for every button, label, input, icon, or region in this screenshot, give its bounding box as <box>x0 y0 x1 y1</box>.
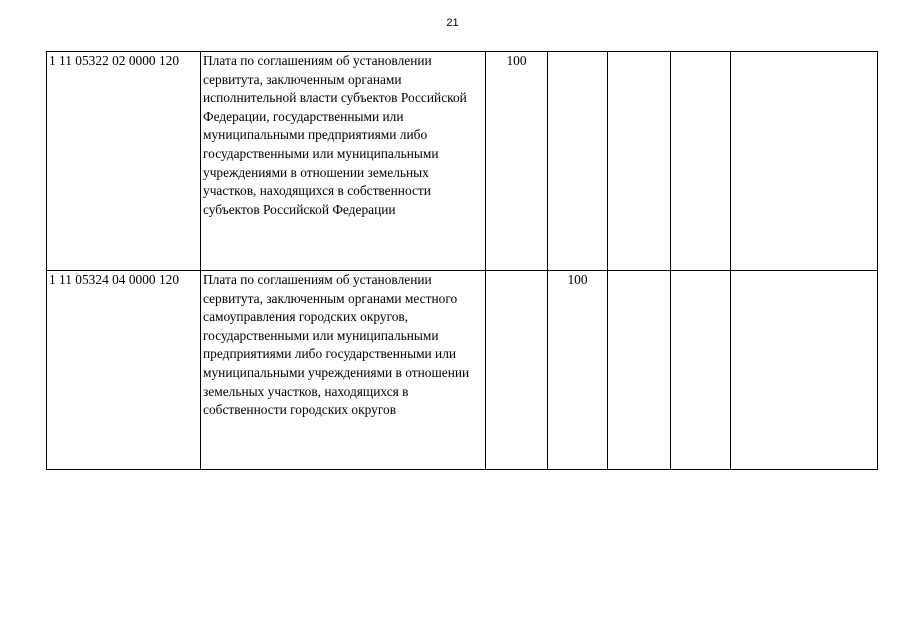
budget-code-cell: 1 11 05322 02 0000 120 <box>47 52 201 271</box>
budget-code-cell: 1 11 05324 04 0000 120 <box>47 271 201 470</box>
value-cell-col5 <box>608 271 671 470</box>
value-cell-col6 <box>671 52 731 271</box>
value-cell-col3 <box>486 271 548 470</box>
table-row <box>47 52 878 271</box>
value-cell-col4 <box>548 52 608 271</box>
table-row <box>47 271 878 470</box>
description-cell: Плата по соглашениям об установлении сервитута, заключенным органами исполнительной власти субъектов Российской Федерации, государственными или муниципальными предприятиями либо государственными или муниципальными учреждениями в отношении земельных участков, находящихся в собственности субъектов Российской Федерации <box>201 52 486 271</box>
value-cell-col6 <box>671 271 731 470</box>
value-cell-col4: 100 <box>548 271 608 470</box>
value-cell-col7 <box>731 271 878 470</box>
value-cell-col5 <box>608 52 671 271</box>
revenue-table <box>46 51 878 470</box>
value-cell-col3: 100 <box>486 52 548 271</box>
description-cell: Плата по соглашениям об установлении сервитута, заключенным органами местного самоуправления городских округов, государственными или муниципальными предприятиями либо государственными или муниципальными учреждениями в отношении земельных участков, находящихся в собственности городских округов <box>201 271 486 470</box>
page-number: 21 <box>446 17 459 29</box>
value-cell-col7 <box>731 52 878 271</box>
